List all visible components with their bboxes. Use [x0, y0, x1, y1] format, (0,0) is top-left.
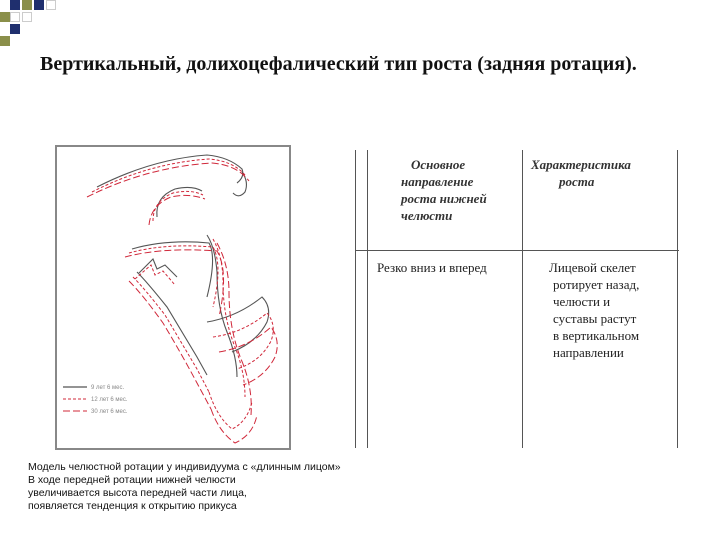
table-border-left-inner — [367, 150, 368, 448]
corner-square-8 — [10, 24, 20, 34]
characteristic-line: направлении — [553, 345, 624, 360]
caption-line: Модель челюстной ротации у индивидуума с «длинным лицом» — [28, 461, 341, 473]
corner-square-6 — [10, 12, 20, 22]
characteristic-line: челюсти и — [553, 294, 611, 309]
caption-line: увеличивается высота передней части лица, — [28, 487, 247, 499]
header-characteristic-line: роста — [559, 174, 595, 189]
cell-characteristic — [549, 259, 675, 361]
table-border-right — [677, 150, 678, 448]
slide-title: Вертикальный, долихоцефалический тип роста (задняя ротация). — [40, 53, 637, 75]
corner-square-3 — [34, 0, 44, 10]
legend-label-1: 9 лет 6 мес. — [91, 385, 125, 391]
corner-square-5 — [0, 12, 10, 22]
header-direction — [401, 156, 521, 224]
header-direction-line: челюсти — [401, 208, 453, 223]
header-characteristic-line: Характеристика — [531, 157, 631, 172]
cephalometric-figure — [55, 145, 291, 450]
legend-label-3: 30 лет 6 мес. — [91, 409, 128, 415]
corner-square-1 — [10, 0, 20, 10]
table-border-left — [355, 150, 356, 448]
header-direction-line: Основное — [411, 157, 466, 172]
corner-square-2 — [22, 0, 32, 10]
header-characteristic — [531, 156, 671, 190]
corner-square-7 — [22, 12, 32, 22]
caption-line: появляется тенденция к открытию прикуса — [28, 500, 237, 512]
characteristic-line: Лицевой скелет — [549, 260, 636, 275]
tracing-gray — [97, 155, 269, 377]
growth-table — [355, 150, 679, 448]
figure-legend — [63, 385, 128, 415]
header-direction-line: направление — [401, 174, 474, 189]
table-row-divider — [355, 250, 679, 251]
figure-caption — [28, 461, 428, 513]
header-direction-line: роста нижней — [401, 191, 487, 206]
caption-line: В ходе передней ротации нижней челюсти — [28, 474, 236, 486]
corner-square-9 — [0, 36, 10, 46]
table-divider — [522, 150, 523, 448]
cell-direction: Резко вниз и вперед — [377, 260, 487, 275]
characteristic-line: ротирует назад, — [553, 277, 640, 292]
corner-square-4 — [46, 0, 56, 10]
characteristic-line: суставы растут — [553, 311, 637, 326]
legend-label-2: 12 лет 6 мес. — [91, 397, 128, 403]
characteristic-line: в вертикальном — [553, 328, 640, 343]
tracing-drawing — [57, 147, 289, 448]
